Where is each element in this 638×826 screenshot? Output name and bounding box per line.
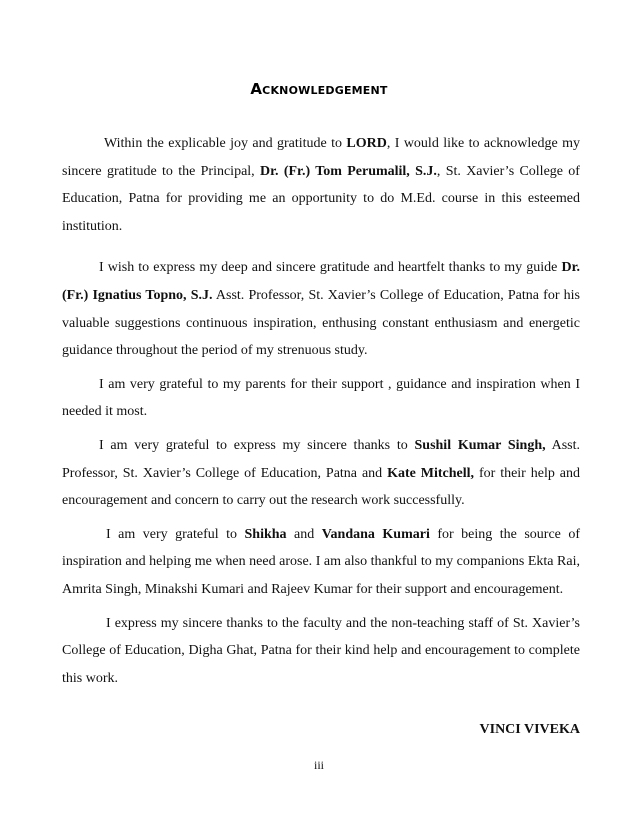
text-run: I am very grateful to my parents for their support , guidance and inspiration when I needed it most.	[62, 376, 580, 420]
bold-name: Shikha	[244, 526, 287, 542]
text-run: I wish to express my deep and sincere gratitude and heartfelt thanks to my guide	[99, 260, 562, 276]
signature: VINCI VIVEKA	[479, 722, 580, 737]
page-number: iii	[313, 758, 324, 772]
bold-name: Vandana Kumari	[321, 526, 430, 542]
paragraph	[62, 432, 580, 515]
bold-name: Dr. (Fr.) Tom Perumalil, S.J.	[259, 163, 437, 179]
text-run: Within the explicable joy and gratitude to	[104, 136, 347, 151]
bold-name: LORD	[346, 136, 387, 151]
text-run: I express my sincere thanks to the faculty and the non-teaching staff of St. Xavier’s College of Education, Digha Ghat, Patna for their kind help and encouragement to complete this work.	[62, 615, 580, 686]
text-run: I am very grateful to	[106, 526, 245, 542]
text-run: , St. Xavier’s College of Education, Patna for providing me an opportunity to do M.Ed. course in this esteemed institution.	[62, 163, 580, 234]
paragraph	[62, 521, 580, 604]
bold-name: Kate Mitchell,	[387, 465, 475, 481]
text-run: and	[286, 526, 322, 542]
text-run: I am very grateful to express my sincere thanks to	[99, 437, 415, 453]
paragraph	[62, 610, 580, 693]
paragraph	[62, 130, 580, 240]
text-run: Asst. Professor, St. Xavier’s College of Education, Patna for his valuable suggestions continuous inspiration, enthusing constant enthusiasm and energetic guidance throughout the period of my strenuous study.	[62, 287, 580, 359]
paragraph	[62, 254, 580, 364]
text-run: for their help and encouragement and concern to carry out the research work successfully.	[62, 465, 581, 509]
paragraph	[62, 371, 580, 426]
text-run: , I would like to acknowledge my sincere gratitude to the Principal,	[62, 136, 580, 179]
page-title: Acknowledgement	[250, 80, 388, 98]
acknowledgement-body	[62, 130, 580, 692]
text-run: for being the source of inspiration and helping me when need arose. I am also thankful to my companions Ekta Rai, Amrita Singh, Minakshi Kumari and Rajeev Kumar for their support and encouragement.	[62, 526, 581, 597]
bold-name: Dr. (Fr.) Ignatius Topno, S.J.	[62, 260, 580, 303]
text-run: Asst. Professor, St. Xavier’s College of Education, Patna and	[62, 437, 581, 481]
bold-name: Sushil Kumar Singh,	[414, 437, 546, 453]
